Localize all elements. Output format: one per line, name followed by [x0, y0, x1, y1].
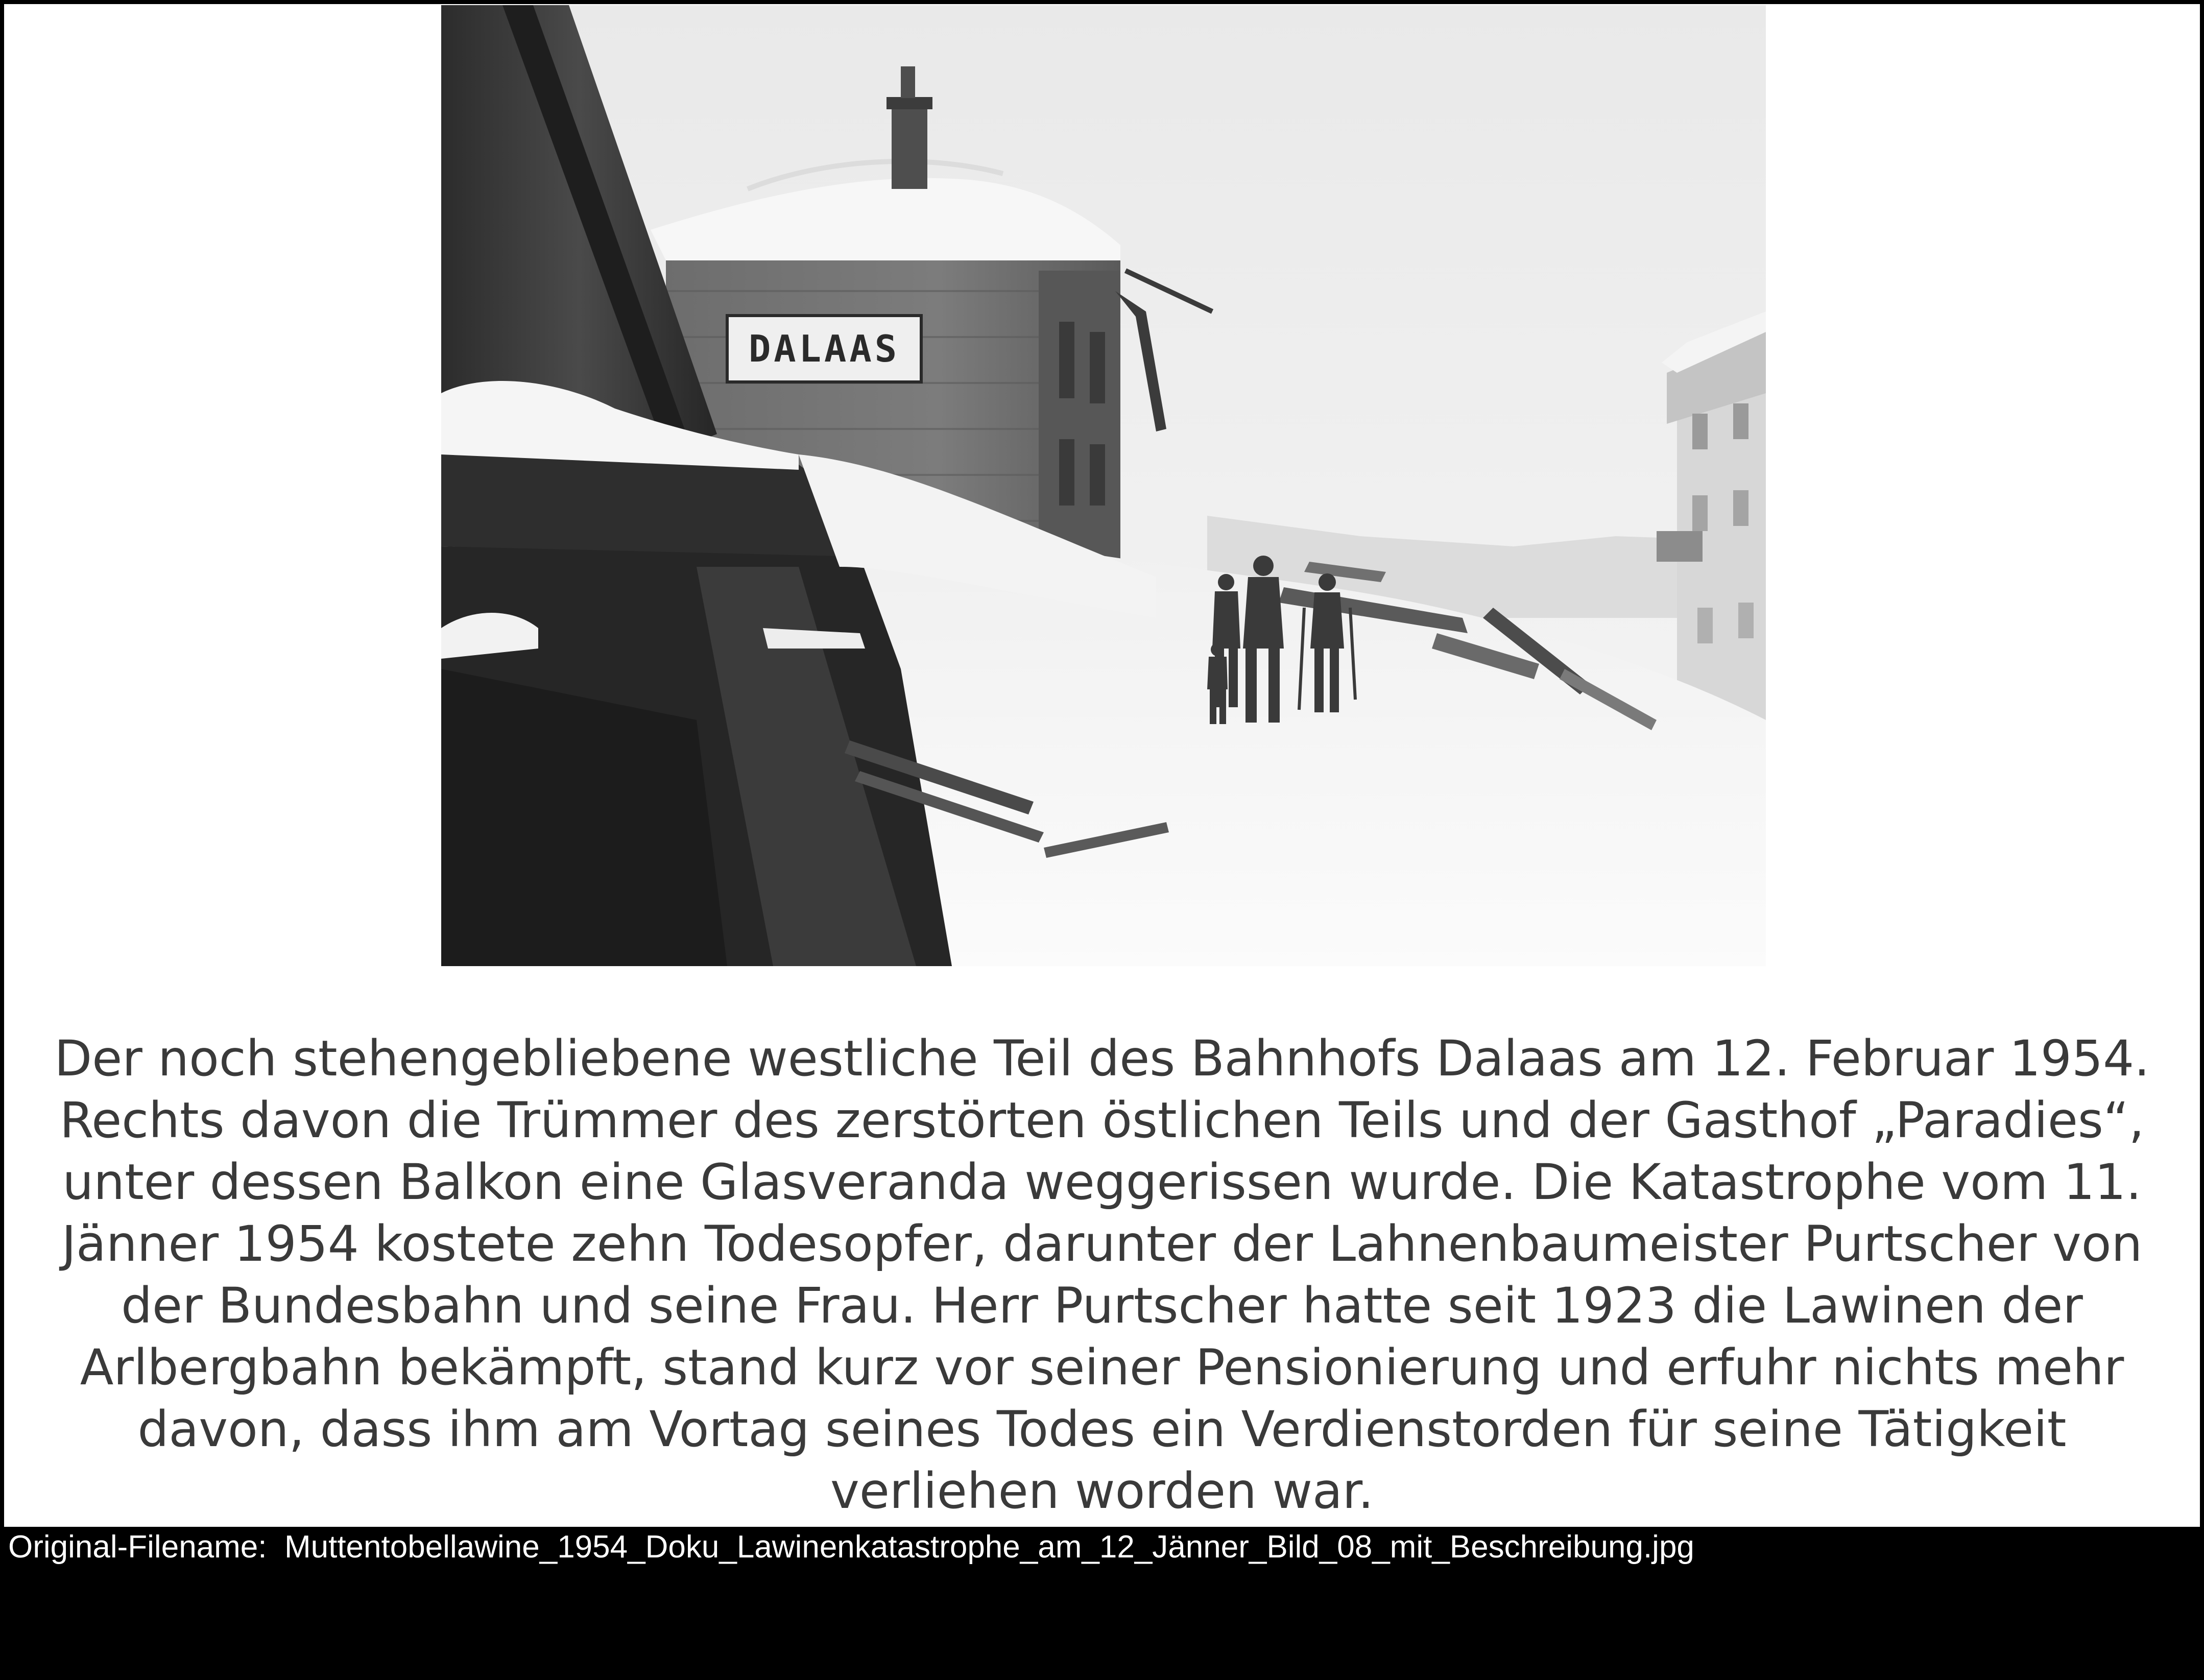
- original-filename-footer: [8, 1529, 1694, 1566]
- caption-line: der Bundesbahn und seine Frau. Herr Purtscher hatte seit 1923 die Lawinen der: [121, 1277, 2083, 1334]
- document-page: [4, 4, 2200, 1527]
- historic-photo-dalaas-station: [441, 5, 1766, 966]
- caption-line: Arlbergbahn bekämpft, stand kurz vor seiner Pensionierung und erfuhr nichts mehr: [80, 1339, 2124, 1396]
- caption-line: unter dessen Balkon eine Glasveranda weggerissen wurde. Die Katastrophe vom 11.: [62, 1154, 2142, 1211]
- photo-caption: [4, 1028, 2200, 1522]
- caption-line: Rechts davon die Trümmer des zerstörten östlichen Teils und der Gasthof „Paradies“,: [59, 1092, 2145, 1149]
- caption-line: verliehen worden war.: [830, 1462, 1374, 1520]
- caption-line: Der noch stehengebliebene westliche Teil des Bahnhofs Dalaas am 12. Februar 1954.: [54, 1030, 2150, 1087]
- station-sign-text: DALAAS: [748, 327, 900, 370]
- caption-line: Jänner 1954 kostete zehn Todesopfer, darunter der Lahnenbaumeister Purtscher von: [61, 1215, 2143, 1273]
- footer-filename: Muttentobellawine_1954_Doku_Lawinenkatastrophe_am_12_Jänner_Bild_08_mit_Beschreibung.jpg: [284, 1529, 1694, 1565]
- footer-label: Original-Filename:: [8, 1529, 267, 1565]
- caption-line: davon, dass ihm am Vortag seines Todes ein Verdienstorden für seine Tätigkeit: [137, 1401, 2067, 1458]
